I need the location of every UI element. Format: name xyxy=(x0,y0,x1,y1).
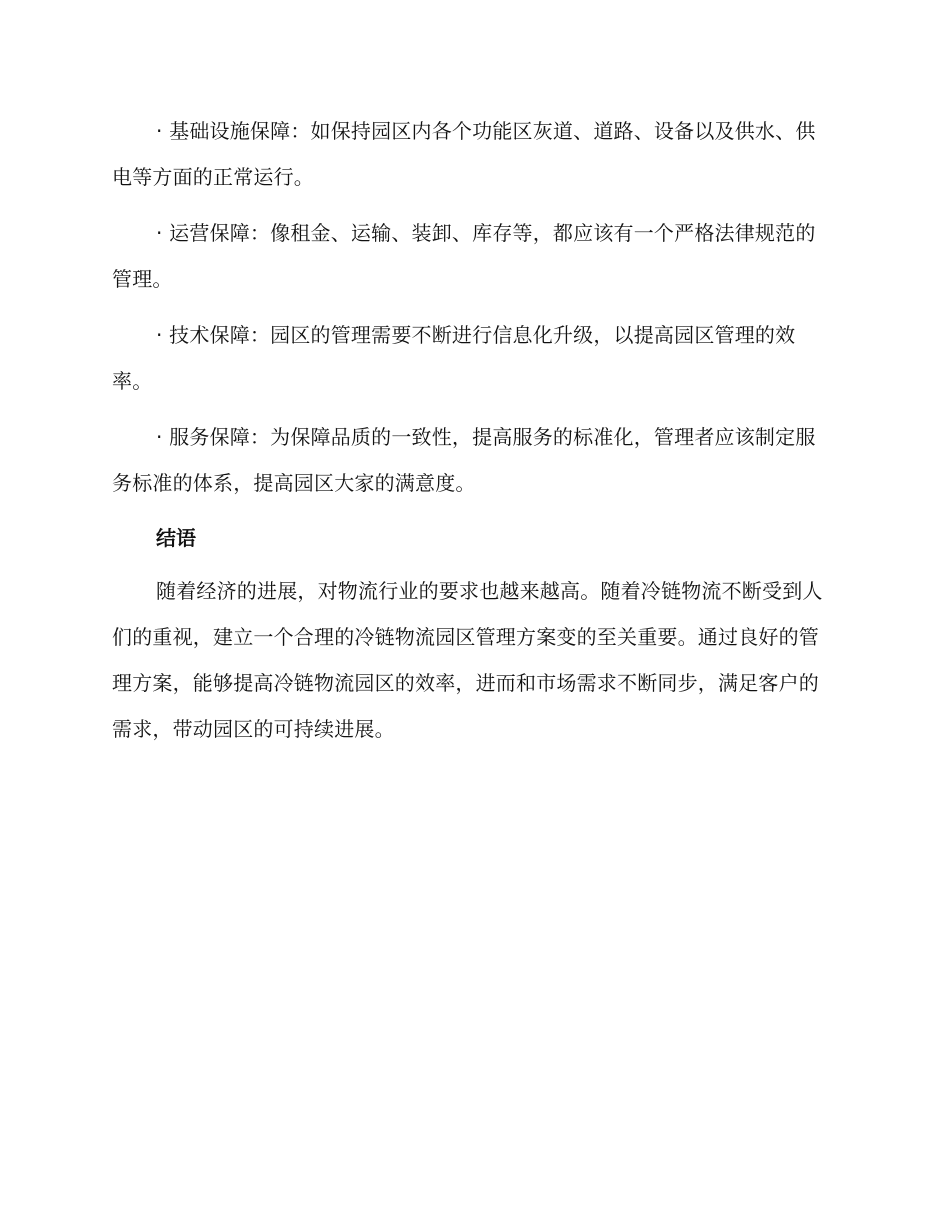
conclusion-paragraph: 随着经济的进展，对物流行业的要求也越来越高。随着冷链物流不断受到人们的重视，建立一个合理的冷链物流园区管理方案变的至关重要。通过良好的管理方案，能够提高冷链物流园区的效率，进而和市场需求不断同步，满足客户的需求，带动园区的可持续进展。 xyxy=(112,579,823,741)
bullet-operations: · 运营保障：像租金、运输、装卸、库存等，都应该有一个严格法律规范的管理。 xyxy=(112,221,816,291)
conclusion-heading: 结语 xyxy=(156,526,196,550)
bullet-technology: · 技术保障：园区的管理需要不断进行信息化升级，以提高园区管理的效率。 xyxy=(112,323,796,393)
bullet-infrastructure: · 基础设施保障：如保持园区内各个功能区灰道、道路、设备以及供水、供电等方面的正常运行。 xyxy=(112,119,816,189)
document-page xyxy=(112,108,832,762)
bullet-service: · 服务保障：为保障品质的一致性，提高服务的标准化，管理者应该制定服务标准的体系，提高园区大家的满意度。 xyxy=(112,425,816,495)
